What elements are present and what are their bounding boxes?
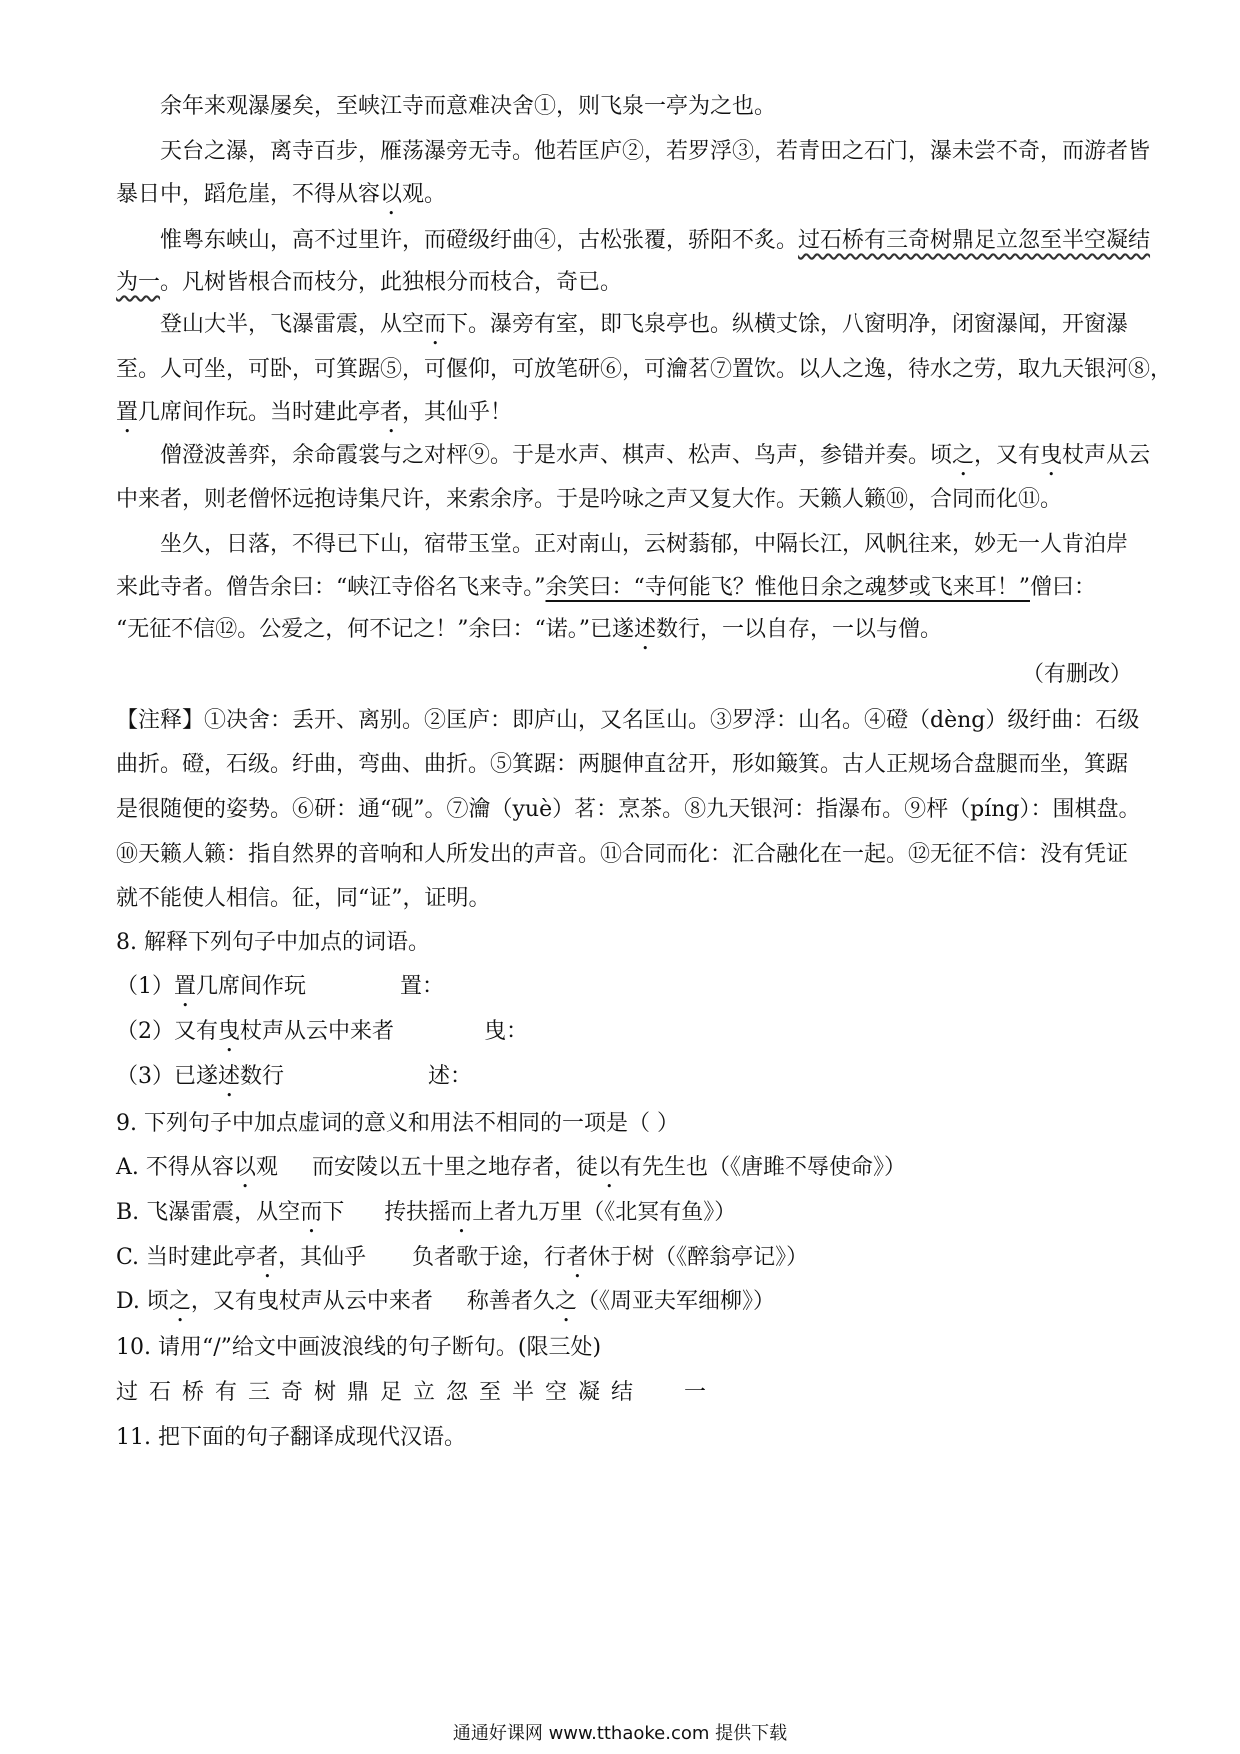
notes-line: 就不能使人相信。征，同“证”，证明。 (116, 886, 491, 911)
q8-answer-label: 述： (428, 1064, 473, 1089)
q9-option-c[interactable]: C. 当时建此亭者，其仙乎 负者歌于途，行者休于树（《醉翁亭记》） (116, 1245, 809, 1270)
q9-option-b[interactable]: B. 飞瀑雷震，从空而下 抟扶摇而上者九万里（《北冥有鱼》） (116, 1200, 737, 1225)
passage-line: “无征不信⑫。公爱之，何不记之！”余曰：“诺。”已遂述数行，一以自存，一以与僧。 (116, 617, 943, 642)
question-9-title: 9. 下列句子中加点虚词的意义和用法不相同的一项是（ ） (116, 1111, 679, 1136)
passage-line: 天台之瀑，离寺百步，雁荡瀑旁无寺。他若匡庐②，若罗浮③，若青田之石门，瀑未尝不奇，而游者皆 (160, 139, 1151, 164)
question-8-title: 8. 解释下列句子中加点的词语。 (116, 930, 430, 955)
passage-line: 为一。凡树皆根合而枝分，此独根分而枝合，奇已。 (116, 270, 623, 295)
passage-line: 暴日中，蹈危崖，不得从容以观。 (116, 182, 447, 207)
passage-line: 中来者，则老僧怀远抱诗集尺许，来索余序。于是吟咏之声又复大作。天籁人籁⑩，合同而化⑪。 (116, 487, 1063, 512)
passage-line: 坐久，日落，不得已下山，宿带玉堂。正对南山，云树蓊郁，中隔长江，风帆往来，妙无一人肯泊岸 (160, 532, 1129, 557)
footer-credit: 通通好课网 www.tthaoke.com 提供下载 (452, 1723, 788, 1744)
passage-line: 惟粤东峡山，高不过里许，而磴级纡曲④，古松张覆，骄阳不炙。过石桥有三奇树鼎足立忽至半空凝结 (160, 228, 1151, 253)
underlined-sentence: 余笑曰：“寺何能飞？惟他日余之魂梦或飞来耳！” (545, 575, 1030, 600)
q9-option-a[interactable]: A. 不得从容以观 而安陵以五十里之地存者，徒以有先生也（《唐雎不辱使命》） (116, 1155, 906, 1180)
notes-line: 【注释】①决舍：丢开、离别。②匡庐：即庐山，又名匡山。③罗浮：山名。④磴（dèng）级纡曲：石级 (116, 708, 1140, 733)
passage-line: 至。人可坐，可卧，可箕踞⑤，可偃仰，可放笔研⑥，可瀹茗⑦置饮。以人之逸，待水之劳，取九天银河⑧， (116, 357, 1173, 382)
q8-item: （2）又有曳杖声从云中来者 (116, 1019, 395, 1044)
source-note: （有删改） (1021, 662, 1132, 687)
passage-line: 登山大半，飞瀑雷震，从空而下。瀑旁有室，即飞泉亭也。纵横丈馀，八窗明净，闭窗瀑闻，开窗瀑 (160, 312, 1129, 337)
notes-line: ⑩天籁人籁：指自然界的音响和人所发出的声音。⑪合同而化：汇合融化在一起。⑫无征不信：没有凭证 (116, 842, 1129, 867)
passage-line: 来此寺者。僧告余曰：“峡江寺俗名飞来寺。”余笑曰：“寺何能飞？惟他日余之魂梦或飞来耳！”僧曰： (116, 575, 1097, 600)
notes-line: 是很随便的姿势。⑥研：通“砚”。⑦瀹（yuè）茗：烹茶。⑧九天银河：指瀑布。⑨枰（píng）：围棋盘。 (116, 797, 1141, 822)
question-11-title: 11. 把下面的句子翻译成现代汉语。 (116, 1425, 466, 1450)
wavy-underlined-sentence: 过石桥有三奇树鼎足立忽至半空凝结 (798, 228, 1151, 253)
q8-item: （3）已遂述数行 (116, 1064, 285, 1089)
q9-option-d[interactable]: D. 顷之，又有曳杖声从云中来者 称善者久之（《周亚夫军细柳》） (116, 1289, 775, 1314)
notes-line: 曲折。磴，石级。纡曲，弯曲、曲折。⑤箕踞：两腿伸直岔开，形如簸箕。古人正规场合盘腿而坐，箕踞 (116, 752, 1129, 777)
passage-line: 置几席间作玩。当时建此亭者，其仙乎！ (116, 400, 513, 425)
q10-sentence[interactable]: 过石桥有三奇树鼎足立忽至半空凝结 一 (116, 1380, 718, 1405)
passage-line: 僧澄波善弈，余命霞裳与之对枰⑨。于是水声、棋声、松声、鸟声，参错并奏。顷之，又有曳杖声从云 (160, 443, 1151, 468)
q8-answer-label: 置： (400, 974, 445, 999)
passage-line: 余年来观瀑屡矣，至峡江寺而意难决舍①，则飞泉一亭为之也。 (160, 94, 777, 119)
q8-answer-label: 曳： (484, 1019, 529, 1044)
question-10-title: 10. 请用“/”给文中画波浪线的句子断句。(限三处) (116, 1335, 602, 1360)
q8-item: （1）置几席间作玩 (116, 974, 307, 999)
